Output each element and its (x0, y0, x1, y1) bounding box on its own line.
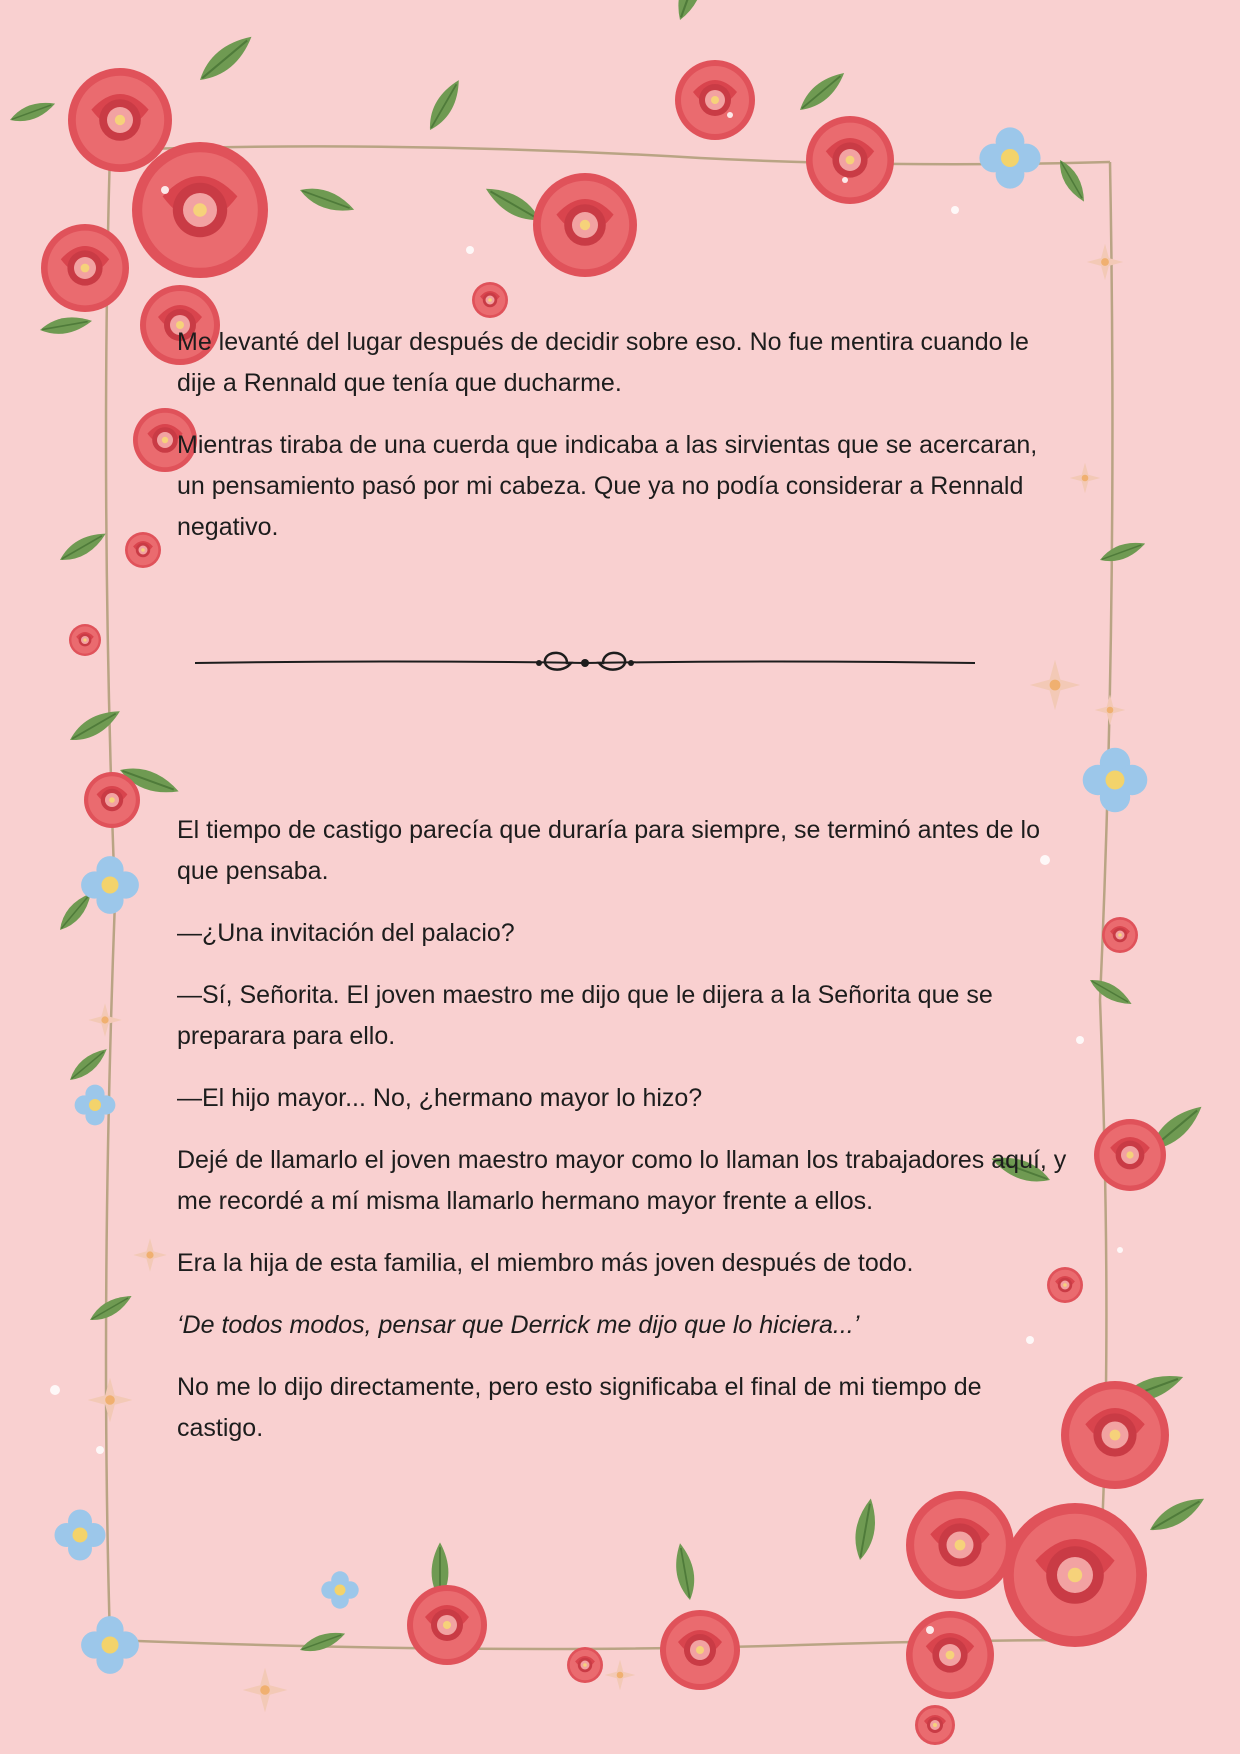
section-2 (177, 810, 1067, 1470)
paragraph: —El hijo mayor... No, ¿hermano mayor lo hizo? (177, 1084, 703, 1112)
section-1 (177, 322, 1067, 569)
paragraph-italic-thought: ‘De todos modos, pensar que Derrick me dijo que lo hiciera...’ (177, 1311, 860, 1339)
paragraph: Me levanté del lugar después de decidir sobre eso. No fue mentira cuando le dije a Rennald que tenía que ducharme. (177, 328, 1029, 397)
paragraph: No me lo dijo directamente, pero esto significaba el final de mi tiempo de castigo. (177, 1373, 982, 1442)
paragraph: El tiempo de castigo parecía que duraría para siempre, se terminó antes de lo que pensaba. (177, 816, 1040, 885)
paragraph: —Sí, Señorita. El joven maestro me dijo que le dijera a la Señorita que se preparara para ello. (177, 981, 993, 1050)
paragraph: Mientras tiraba de una cuerda que indicaba a las sirvientas que se acercaran, un pensamiento pasó por mi cabeza. Que ya no podía considerar a Rennald negativo. (177, 431, 1038, 541)
paragraph: —¿Una invitación del palacio? (177, 919, 515, 947)
paragraph: Dejé de llamarlo el joven maestro mayor como lo llaman los trabajadores aquí, y me recordé a mí misma llamarlo hermano mayor frente a ellos. (177, 1146, 1067, 1215)
ornamental-divider-icon (195, 648, 975, 678)
paragraph: Era la hija de esta familia, el miembro más joven después de todo. (177, 1249, 914, 1277)
